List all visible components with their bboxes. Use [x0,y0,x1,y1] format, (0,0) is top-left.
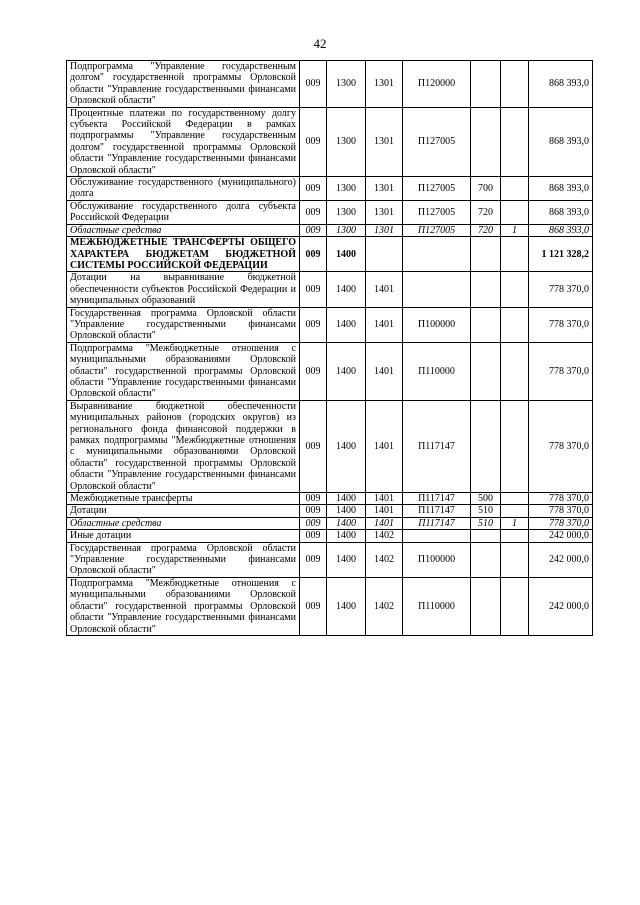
cell-podrazdel: 1401 [366,400,403,492]
table-row [67,107,593,176]
cell-funding-source [501,272,529,307]
cell-amount: 868 393,0 [529,224,593,236]
cell-glava: 009 [300,237,327,272]
cell-amount: 868 393,0 [529,107,593,176]
cell-expense-type [471,577,501,635]
table-row [67,493,593,505]
cell-podrazdel: 1402 [366,542,403,577]
cell-glava: 009 [300,577,327,635]
cell-amount: 242 000,0 [529,530,593,542]
row-name: Областные средства [67,517,300,529]
cell-expense-type [471,61,501,108]
cell-razdel: 1400 [327,493,366,505]
cell-expense-type [471,307,501,342]
cell-funding-source [501,237,529,272]
table-row [67,177,593,201]
cell-razdel: 1400 [327,542,366,577]
cell-podrazdel: 1301 [366,200,403,224]
cell-razdel: 1400 [327,272,366,307]
cell-expense-type [471,237,501,272]
row-name: Обслуживание государственного (муниципального) долга [67,177,300,201]
cell-podrazdel: 1401 [366,517,403,529]
row-name: Государственная программа Орловской области "Управление государственными финансами Орловской области" [67,307,300,342]
cell-amount: 778 370,0 [529,517,593,529]
row-name: МЕЖБЮДЖЕТНЫЕ ТРАНСФЕРТЫ ОБЩЕГО ХАРАКТЕРА БЮДЖЕТАМ БЮДЖЕТНОЙ СИСТЕМЫ РОССИЙСКОЙ ФЕДЕРАЦИИ [67,237,300,272]
cell-funding-source [501,307,529,342]
cell-razdel: 1400 [327,517,366,529]
cell-amount: 1 121 328,2 [529,237,593,272]
cell-target-article: П110000 [403,577,471,635]
cell-target-article: П100000 [403,542,471,577]
cell-target-article: П100000 [403,307,471,342]
cell-podrazdel: 1402 [366,530,403,542]
cell-amount: 778 370,0 [529,342,593,400]
cell-podrazdel: 1301 [366,107,403,176]
cell-funding-source [501,577,529,635]
cell-podrazdel: 1401 [366,342,403,400]
cell-razdel: 1400 [327,307,366,342]
table-row [67,530,593,542]
table-row [67,517,593,529]
cell-razdel: 1400 [327,342,366,400]
cell-funding-source [501,200,529,224]
cell-razdel: 1400 [327,400,366,492]
cell-funding-source [501,177,529,201]
table-row [67,272,593,307]
cell-amount: 778 370,0 [529,272,593,307]
table-row [67,400,593,492]
cell-glava: 009 [300,177,327,201]
cell-glava: 009 [300,400,327,492]
cell-target-article [403,530,471,542]
cell-expense-type [471,272,501,307]
cell-target-article [403,272,471,307]
cell-glava: 009 [300,542,327,577]
cell-podrazdel: 1401 [366,493,403,505]
cell-podrazdel: 1402 [366,577,403,635]
cell-funding-source: 1 [501,517,529,529]
cell-funding-source [501,107,529,176]
cell-expense-type: 510 [471,505,501,517]
cell-target-article: П120000 [403,61,471,108]
cell-target-article: П110000 [403,342,471,400]
cell-glava: 009 [300,272,327,307]
cell-funding-source [501,530,529,542]
budget-table [66,60,593,636]
row-name: Дотации [67,505,300,517]
table-row [67,542,593,577]
cell-target-article: П117147 [403,517,471,529]
row-name: Дотации на выравнивание бюджетной обеспеченности субъектов Российской Федерации и муниципальных образований [67,272,300,307]
cell-funding-source [501,493,529,505]
cell-podrazdel: 1401 [366,505,403,517]
cell-glava: 009 [300,517,327,529]
cell-razdel: 1400 [327,577,366,635]
cell-podrazdel: 1401 [366,272,403,307]
cell-glava: 009 [300,224,327,236]
cell-glava: 009 [300,342,327,400]
cell-expense-type: 720 [471,224,501,236]
cell-amount: 868 393,0 [529,61,593,108]
cell-amount: 868 393,0 [529,200,593,224]
cell-amount: 778 370,0 [529,493,593,505]
cell-razdel: 1300 [327,177,366,201]
cell-expense-type: 500 [471,493,501,505]
cell-razdel: 1400 [327,237,366,272]
page-number: 42 [313,36,327,51]
row-name: Государственная программа Орловской области "Управление государственными финансами Орловской области" [67,542,300,577]
table-row [67,237,593,272]
cell-amount: 242 000,0 [529,542,593,577]
cell-expense-type [471,542,501,577]
row-name: Областные средства [67,224,300,236]
row-name: Подпрограмма "Управление государственным долгом" государственной программы Орловской области "Управление государственными финансами Орловской области" [67,61,300,108]
cell-target-article: П127005 [403,200,471,224]
table-row [67,224,593,236]
cell-glava: 009 [300,493,327,505]
cell-expense-type: 720 [471,200,501,224]
row-name: Иные дотации [67,530,300,542]
cell-podrazdel: 1301 [366,61,403,108]
table-row [67,505,593,517]
cell-target-article [403,237,471,272]
cell-glava: 009 [300,200,327,224]
cell-amount: 242 000,0 [529,577,593,635]
cell-expense-type [471,400,501,492]
cell-target-article: П127005 [403,107,471,176]
cell-expense-type: 700 [471,177,501,201]
cell-glava: 009 [300,61,327,108]
row-name: Межбюджетные трансферты [67,493,300,505]
cell-target-article: П127005 [403,224,471,236]
cell-funding-source [501,342,529,400]
cell-expense-type [471,107,501,176]
cell-funding-source [501,61,529,108]
cell-expense-type [471,342,501,400]
cell-glava: 009 [300,505,327,517]
cell-razdel: 1300 [327,224,366,236]
cell-glava: 009 [300,530,327,542]
cell-expense-type [471,530,501,542]
row-name: Процентные платежи по государственному долгу субъекта Российской Федерации в рамках подпрограммы "Управление государственным долгом" государственной программы Орловской области "Управление государственными финансами Орловской области" [67,107,300,176]
row-name: Выравнивание бюджетной обеспеченности муниципальных районов (городских округов) из регионального фонда финансовой поддержки в рамках подпрограммы "Межбюджетные отношения с муниципальными образованиями Орловской области" государственной программы Орловской области "Управление государственными финансами Орловской области" [67,400,300,492]
table-row [67,577,593,635]
row-name: Подпрограмма "Межбюджетные отношения с муниципальными образованиями Орловской области" государственной программы Орловской области "Управление государственными финансами Орловской области" [67,577,300,635]
cell-amount: 778 370,0 [529,400,593,492]
table-row [67,342,593,400]
cell-podrazdel: 1301 [366,224,403,236]
cell-expense-type: 510 [471,517,501,529]
cell-amount: 778 370,0 [529,307,593,342]
cell-razdel: 1400 [327,530,366,542]
cell-razdel: 1300 [327,61,366,108]
table-row [67,200,593,224]
cell-target-article: П117147 [403,493,471,505]
cell-funding-source [501,542,529,577]
cell-glava: 009 [300,107,327,176]
cell-razdel: 1300 [327,107,366,176]
cell-target-article: П117147 [403,400,471,492]
cell-funding-source: 1 [501,224,529,236]
cell-target-article: П127005 [403,177,471,201]
cell-amount: 778 370,0 [529,505,593,517]
table-row [67,61,593,108]
cell-target-article: П117147 [403,505,471,517]
cell-razdel: 1300 [327,200,366,224]
cell-funding-source [501,400,529,492]
cell-razdel: 1400 [327,505,366,517]
cell-podrazdel: 1401 [366,307,403,342]
table-row [67,307,593,342]
row-name: Подпрограмма "Межбюджетные отношения с муниципальными образованиями Орловской области" государственной программы Орловской области "Управление государственными финансами Орловской области" [67,342,300,400]
cell-glava: 009 [300,307,327,342]
cell-amount: 868 393,0 [529,177,593,201]
cell-podrazdel [366,237,403,272]
cell-funding-source [501,505,529,517]
row-name: Обслуживание государственного долга субъекта Российской Федерации [67,200,300,224]
cell-podrazdel: 1301 [366,177,403,201]
